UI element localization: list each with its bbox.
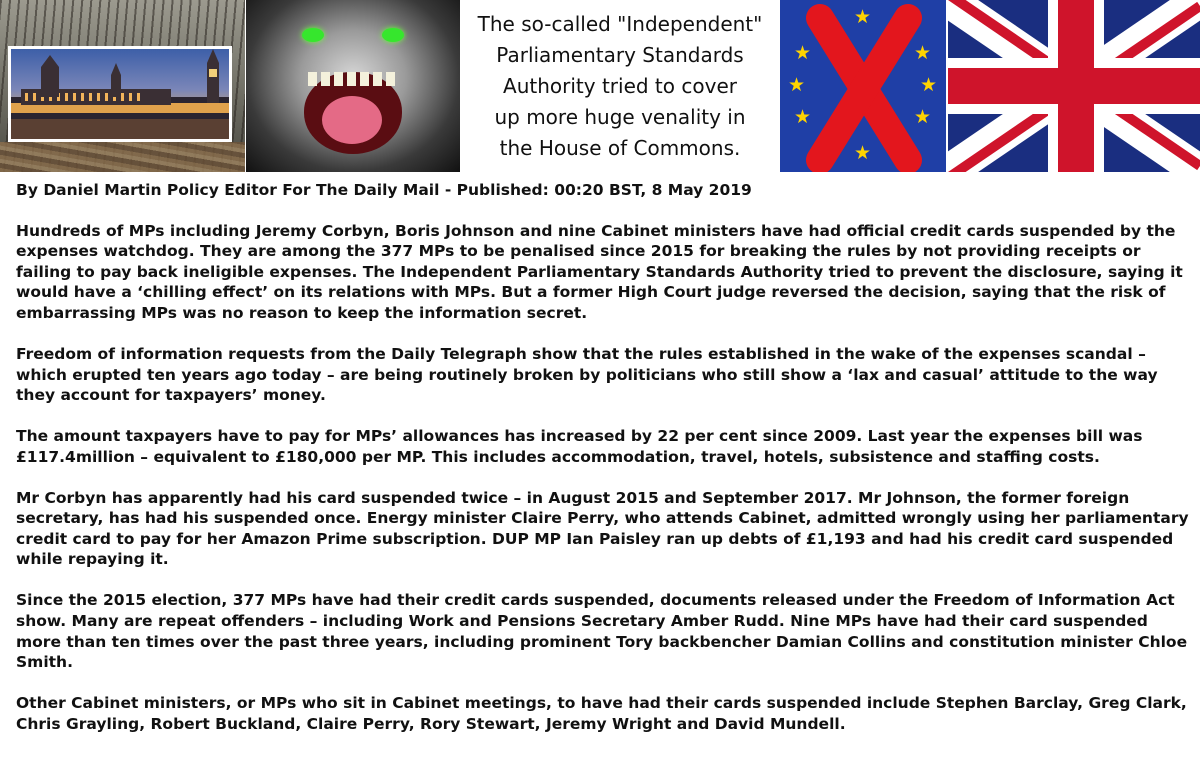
- fallen-leaves: [0, 142, 245, 172]
- article-paragraph: Other Cabinet ministers, or MPs who sit in Cabinet meetings, to have had their cards suspended include Stephen Barclay, Greg Clark, Chris Grayling, Robert Buckland, Claire Perry, Rory Stewart, Jeremy Wright and David Mundell.: [16, 694, 1187, 733]
- caption-line: Authority tried to cover: [503, 73, 737, 98]
- article-paragraph: Hundreds of MPs including Jeremy Corbyn, Boris Johnson and nine Cabinet ministers have had official credit cards suspended by the expenses watchdog. They are among the 377 MPs to be penalised since 2015 for breaking the rules by not providing receipts or failing to pay back ineligible expenses. The Independent Parliamentary Standards Authority tried to prevent the disclosure, saying it would have a ‘chilling effect’ on its relations with MPs. But a former High Court judge reversed the decision, saying that the risk of embarrassing MPs was no reason to keep the information secret.: [16, 221, 1183, 322]
- red-cross-icon: [780, 0, 946, 172]
- star-icon: ★: [788, 74, 806, 96]
- houses-of-parliament-photo: [8, 46, 232, 142]
- union-jack-flag-icon: [948, 0, 1200, 172]
- article-paragraph: Mr Corbyn has apparently had his card suspended twice – in August 2015 and September 2017. Mr Johnson, the former foreign secretary, has had his suspended once. Energy minister Claire Perry, who attends Cabinet, admitted wrongly using her parliamentary credit card to pay for her Amazon Prime subscription. DUP MP Ian Paisley ran up debts of £1,193 and had his credit card suspended while repaying it.: [16, 488, 1189, 569]
- banner: [0, 0, 1200, 172]
- star-icon: ★: [914, 42, 932, 64]
- tongue: [322, 96, 382, 144]
- banner-caption: [470, 9, 770, 164]
- union-jack-image: [948, 0, 1200, 172]
- caption-panel: [461, 0, 779, 172]
- caption-line: the House of Commons.: [499, 135, 741, 160]
- star-icon: ★: [794, 42, 812, 64]
- article-paragraph: The amount taxpayers have to pay for MPs’ allowances has increased by 22 per cent since 2009. Last year the expenses bill was £117.4million – equivalent to £180,000 per MP. This includes accommodation, travel, hotels, subsistence and staffing costs.: [16, 427, 1143, 466]
- star-icon: ★: [914, 106, 932, 128]
- article-paragraph: Since the 2015 election, 377 MPs have had their credit cards suspended, documents released under the Freedom of Information Act show. Many are repeat offenders – including Work and Pensions Secretary Amber Rudd. Nine MPs have had their card suspended more than ten times over the past three years, including prominent Tory backbencher Damian Collins and constitution minister Chloe Smith.: [16, 591, 1188, 672]
- article: [16, 180, 1192, 755]
- caption-line: The so-called "Independent": [477, 11, 763, 36]
- left-eye-icon: [302, 28, 324, 42]
- caption-line: Parliamentary Standards: [496, 42, 744, 67]
- byline: By Daniel Martin Policy Editor For The Daily Mail - Published: 00:20 BST, 8 May 2019: [16, 181, 752, 199]
- star-icon: ★: [854, 142, 872, 164]
- parliament-building-icon: [11, 49, 229, 139]
- eu-flag-crossed-image: [780, 0, 946, 172]
- right-eye-icon: [382, 28, 404, 42]
- article-paragraph: Freedom of information requests from the Daily Telegraph show that the rules established in the wake of the expenses scandal – which erupted ten years ago today – are being routinely broken by politicians who still show a ‘lax and casual’ attitude to the way they account for taxpayers’ money.: [16, 344, 1158, 405]
- star-icon: ★: [794, 106, 812, 128]
- parliament-image: [0, 0, 245, 172]
- star-icon: ★: [920, 74, 938, 96]
- caption-line: up more huge venality in: [494, 104, 746, 129]
- monster-mask-image: [246, 0, 460, 172]
- star-icon: ★: [854, 6, 872, 28]
- teeth: [308, 72, 398, 86]
